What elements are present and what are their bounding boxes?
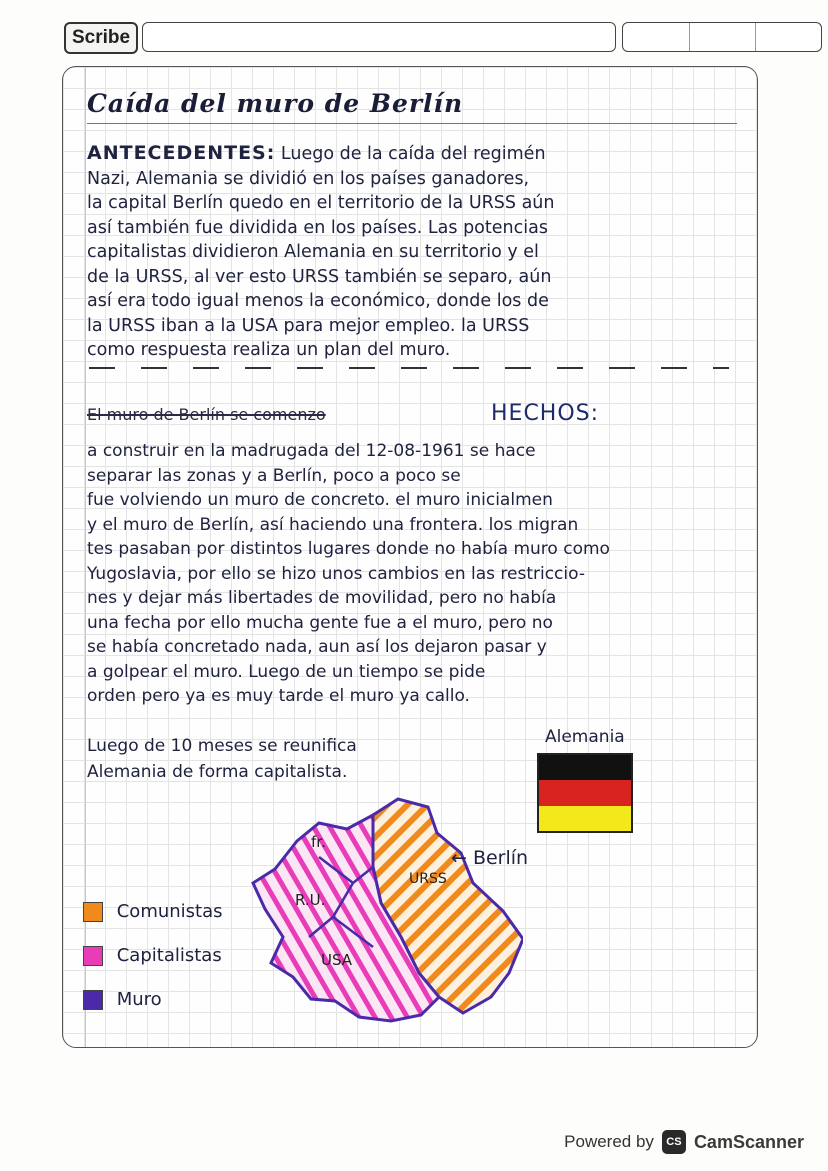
camscanner-footer <box>564 1125 804 1159</box>
section-divider <box>89 367 729 369</box>
date-box-divider <box>689 23 690 51</box>
header-date-box <box>622 22 822 52</box>
header-title-box <box>142 22 616 52</box>
date-box-divider <box>755 23 756 51</box>
map-label-fr: fr. <box>311 833 326 851</box>
antecedentes-section <box>87 141 737 363</box>
antecedentes-line: la capital Berlín quedo en el territorio de la URSS aún <box>87 193 555 213</box>
antecedentes-heading: ANTECEDENTES: <box>87 142 276 164</box>
map-label-ru: R.U. <box>295 891 326 909</box>
map-legend <box>83 895 223 1027</box>
hechos-line: orden pero ya es muy tarde el muro ya callo. <box>87 686 470 706</box>
hechos-line: Yugoslavia, por ello se hizo unos cambios en las restriccio- <box>87 563 585 584</box>
antecedentes-line: la URSS iban a la USA para mejor empleo. la URSS <box>87 315 530 336</box>
title-rule <box>87 123 737 124</box>
berlin-label: ← Berlín <box>451 847 529 869</box>
powered-by-text: Powered by <box>564 1132 654 1151</box>
legend-item <box>83 983 223 1027</box>
hechos-line: a construir en la madrugada del 12-08-1961 se hace <box>87 441 536 461</box>
legend-label: Comunistas <box>116 901 223 922</box>
hechos-line: tes pasaban por distintos lugares donde no había muro como <box>87 539 610 559</box>
antecedentes-line: Luego de la caída del regimén <box>280 144 546 164</box>
brand-logo: Scribe <box>64 22 138 54</box>
hechos-section <box>87 439 737 709</box>
conclusion-line: Alemania de forma capitalista. <box>87 762 348 782</box>
map-label-usa: USA <box>321 951 353 969</box>
legend-swatch-comunistas <box>83 902 103 922</box>
hechos-line: nes y dejar más libertades de movilidad, pero no había <box>87 588 557 608</box>
flag-stripe-gold <box>539 806 631 831</box>
camscanner-logo-icon: CS <box>662 1130 686 1154</box>
page-title: Caída del muro de Berlín <box>87 89 464 118</box>
hechos-line: y el muro de Berlín, así haciendo una frontera. los migran <box>87 514 579 535</box>
map-label-urss: URSS <box>409 871 447 887</box>
camscanner-app-name: CamScanner <box>693 1131 804 1152</box>
hechos-line: fue volviendo un muro de concreto. el muro inicialmen <box>87 490 553 510</box>
germany-flag <box>537 753 633 833</box>
conclusion-line: Luego de 10 meses se reunifica <box>87 736 357 756</box>
flag-stripe-red <box>539 780 631 805</box>
flag-label: Alemania <box>545 727 625 747</box>
notebook-page <box>62 66 758 1048</box>
legend-item <box>83 939 223 983</box>
crossed-out-text: El muro de Berlín se comenzo <box>87 405 326 424</box>
antecedentes-line: Nazi, Alemania se dividió en los países ganadores, <box>87 168 530 189</box>
hechos-line: separar las zonas y a Berlín, poco a poco se <box>87 465 461 486</box>
hechos-line: a golpear el muro. Luego de un tiempo se pide <box>87 661 486 682</box>
legend-swatch-capitalistas <box>83 946 103 966</box>
conclusion <box>87 733 357 785</box>
antecedentes-line: así era todo igual menos la económico, donde los de <box>87 291 549 311</box>
notebook-header <box>64 18 758 54</box>
antecedentes-line: así también fue dividida en los países. Las potencias <box>87 217 548 238</box>
legend-label: Muro <box>116 989 162 1010</box>
antecedentes-line: de la URSS, al ver esto URSS también se separo, aún <box>87 266 552 287</box>
hechos-heading: HECHOS: <box>491 401 600 426</box>
hechos-line: se había concretado nada, aun así los dejaron pasar y <box>87 637 547 657</box>
flag-stripe-black <box>539 755 631 780</box>
hechos-line: una fecha por ello mucha gente fue a el muro, pero no <box>87 612 553 633</box>
antecedentes-line: capitalistas dividieron Alemania en su territorio y el <box>87 242 539 262</box>
antecedentes-line: como respuesta realiza un plan del muro. <box>87 340 451 360</box>
legend-item <box>83 895 223 939</box>
berlin-map <box>223 787 523 1037</box>
legend-swatch-muro <box>83 990 103 1010</box>
legend-label: Capitalistas <box>116 945 222 966</box>
